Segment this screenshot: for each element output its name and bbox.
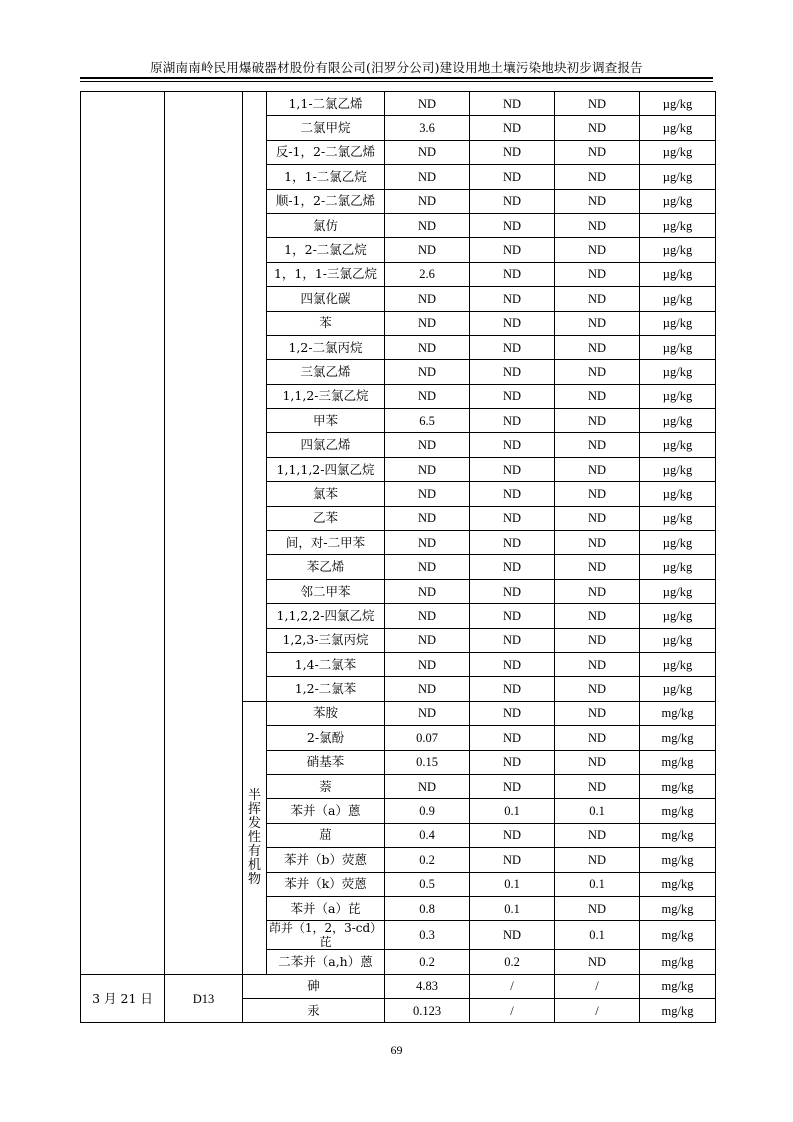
unit-cell: µg/kg — [640, 555, 716, 579]
analyte-name-cell: 四氯乙烯 — [267, 433, 385, 457]
unit-cell: µg/kg — [640, 652, 716, 676]
value-1-cell: ND — [385, 238, 470, 262]
value-2-cell: / — [470, 974, 555, 998]
table-row — [81, 974, 716, 998]
unit-cell: mg/kg — [640, 896, 716, 920]
value-1-cell: ND — [385, 555, 470, 579]
value-1-cell: ND — [385, 701, 470, 725]
value-3-cell: ND — [555, 750, 640, 774]
value-3-cell: ND — [555, 311, 640, 335]
unit-cell: mg/kg — [640, 701, 716, 725]
analyte-name-cell: 苯乙烯 — [267, 555, 385, 579]
value-3-cell: ND — [555, 116, 640, 140]
value-2-cell: ND — [470, 165, 555, 189]
value-3-cell: ND — [555, 701, 640, 725]
value-3-cell: 0.1 — [555, 799, 640, 823]
analyte-name-cell: 乙苯 — [267, 506, 385, 530]
value-1-cell: ND — [385, 311, 470, 335]
value-2-cell: ND — [470, 433, 555, 457]
group-label-char: 机 — [247, 857, 261, 873]
value-3-cell: ND — [555, 950, 640, 974]
analyte-name-cell: 反-1，2-二氯乙烯 — [267, 140, 385, 164]
value-2-cell: ND — [470, 823, 555, 847]
value-1-cell: 0.5 — [385, 872, 470, 896]
value-1-cell: ND — [385, 360, 470, 384]
analyte-name-cell: 1，2-二氯乙烷 — [267, 238, 385, 262]
analyte-name-cell: 1,4-二氯苯 — [267, 652, 385, 676]
value-3-cell: ND — [555, 896, 640, 920]
value-1-cell: 6.5 — [385, 409, 470, 433]
page-header: 原湖南南岭民用爆破器材股份有限公司(汨罗分公司)建设用地土壤污染地块初步调查报告 — [150, 60, 643, 75]
analyte-name-cell: 苯并（k）荧蒽 — [267, 872, 385, 896]
analyte-name-cell: 二苯并（a,h）蒽 — [267, 950, 385, 974]
value-3-cell: ND — [555, 360, 640, 384]
unit-cell: µg/kg — [640, 457, 716, 481]
value-1-cell: ND — [385, 189, 470, 213]
value-3-cell: ND — [555, 262, 640, 286]
value-3-cell: ND — [555, 482, 640, 506]
unit-cell: µg/kg — [640, 628, 716, 652]
unit-cell: µg/kg — [640, 482, 716, 506]
value-1-cell: ND — [385, 92, 470, 116]
analyte-name-cell: 三氯乙烯 — [267, 360, 385, 384]
value-1-cell: 0.15 — [385, 750, 470, 774]
analyte-name-cell: 1,2,3-三氯丙烷 — [267, 628, 385, 652]
unit-cell: µg/kg — [640, 165, 716, 189]
value-2-cell: 0.1 — [470, 872, 555, 896]
analyte-name-cell: 间，对-二甲苯 — [267, 531, 385, 555]
unit-cell: µg/kg — [640, 140, 716, 164]
value-2-cell: ND — [470, 921, 555, 950]
voc-group-cell — [243, 92, 267, 702]
results-table — [80, 91, 716, 1023]
value-1-cell: 0.8 — [385, 896, 470, 920]
analyte-name-cell: 硝基苯 — [267, 750, 385, 774]
analyte-name-cell: 甲苯 — [267, 409, 385, 433]
value-2-cell: ND — [470, 92, 555, 116]
value-3-cell: / — [555, 974, 640, 998]
value-2-cell: ND — [470, 311, 555, 335]
value-1-cell: 0.9 — [385, 799, 470, 823]
analyte-name-cell: 汞 — [243, 999, 385, 1023]
analyte-name-cell: 苯并（b）荧蒽 — [267, 848, 385, 872]
value-1-cell: 3.6 — [385, 116, 470, 140]
value-3-cell: 0.1 — [555, 921, 640, 950]
value-1-cell: ND — [385, 774, 470, 798]
value-3-cell: ND — [555, 433, 640, 457]
value-2-cell: ND — [470, 848, 555, 872]
unit-cell: mg/kg — [640, 774, 716, 798]
value-3-cell: ND — [555, 604, 640, 628]
analyte-name-cell: 邻二甲苯 — [267, 579, 385, 603]
analyte-name-cell: 四氯化碳 — [267, 287, 385, 311]
value-3-cell: ND — [555, 579, 640, 603]
value-3-cell: ND — [555, 531, 640, 555]
value-2-cell: ND — [470, 701, 555, 725]
group-label-char: 发 — [247, 815, 261, 831]
value-2-cell: ND — [470, 750, 555, 774]
value-1-cell: 0.3 — [385, 921, 470, 950]
unit-cell: µg/kg — [640, 506, 716, 530]
value-2-cell: ND — [470, 774, 555, 798]
value-2-cell: ND — [470, 628, 555, 652]
unit-cell: µg/kg — [640, 677, 716, 701]
date-cell: 3 月 21 日 — [81, 974, 165, 1023]
unit-cell: µg/kg — [640, 262, 716, 286]
analyte-name-cell: 氯苯 — [267, 482, 385, 506]
value-1-cell: ND — [385, 384, 470, 408]
value-3-cell: ND — [555, 92, 640, 116]
analyte-name-cell: 二氯甲烷 — [267, 116, 385, 140]
value-2-cell: / — [470, 999, 555, 1023]
header-rule-thin — [80, 81, 713, 82]
value-2-cell: ND — [470, 335, 555, 359]
header-rule-thick — [80, 77, 713, 79]
value-3-cell: ND — [555, 213, 640, 237]
value-1-cell: 0.07 — [385, 726, 470, 750]
analyte-name-cell: 顺-1，2-二氯乙烯 — [267, 189, 385, 213]
value-3-cell: ND — [555, 189, 640, 213]
sample-id-cell: D13 — [165, 974, 243, 1023]
page-number: 69 — [390, 1043, 403, 1057]
value-2-cell: ND — [470, 116, 555, 140]
value-2-cell: ND — [470, 140, 555, 164]
value-2-cell: ND — [470, 555, 555, 579]
value-3-cell: ND — [555, 774, 640, 798]
date-cell-continued — [81, 92, 165, 975]
analyte-name-cell: 苯 — [267, 311, 385, 335]
value-2-cell: ND — [470, 531, 555, 555]
analyte-name-cell: 1,2-二氯丙烷 — [267, 335, 385, 359]
value-2-cell: ND — [470, 262, 555, 286]
unit-cell: µg/kg — [640, 189, 716, 213]
unit-cell: mg/kg — [640, 848, 716, 872]
value-1-cell: ND — [385, 433, 470, 457]
group-label-char: 半 — [247, 787, 261, 803]
analyte-name-cell: 苯胺 — [267, 701, 385, 725]
unit-cell: mg/kg — [640, 921, 716, 950]
unit-cell: mg/kg — [640, 799, 716, 823]
unit-cell: µg/kg — [640, 433, 716, 457]
value-1-cell: ND — [385, 457, 470, 481]
value-3-cell: ND — [555, 384, 640, 408]
value-1-cell: 0.123 — [385, 999, 470, 1023]
value-3-cell: ND — [555, 726, 640, 750]
value-2-cell: ND — [470, 506, 555, 530]
value-3-cell: ND — [555, 165, 640, 189]
value-3-cell: ND — [555, 652, 640, 676]
results-table-body — [81, 92, 716, 1023]
analyte-name-cell: 茚并（1，2，3-cd）芘 — [267, 921, 385, 950]
unit-cell: µg/kg — [640, 311, 716, 335]
analyte-name-cell: 2-氯酚 — [267, 726, 385, 750]
value-3-cell: ND — [555, 506, 640, 530]
unit-cell: µg/kg — [640, 360, 716, 384]
value-1-cell: 0.2 — [385, 950, 470, 974]
value-3-cell: ND — [555, 677, 640, 701]
value-1-cell: ND — [385, 165, 470, 189]
value-3-cell: ND — [555, 457, 640, 481]
value-2-cell: ND — [470, 213, 555, 237]
value-2-cell: ND — [470, 482, 555, 506]
value-1-cell: 0.2 — [385, 848, 470, 872]
value-3-cell: ND — [555, 628, 640, 652]
analyte-name-cell: 苯并（a）蒽 — [267, 799, 385, 823]
group-label-char: 有 — [247, 843, 261, 859]
analyte-name-cell: 砷 — [243, 974, 385, 998]
unit-cell: µg/kg — [640, 116, 716, 140]
value-2-cell: ND — [470, 238, 555, 262]
unit-cell: µg/kg — [640, 604, 716, 628]
value-1-cell: ND — [385, 482, 470, 506]
group-label-char: 挥 — [247, 801, 261, 817]
analyte-name-cell: 䓛 — [267, 823, 385, 847]
value-2-cell: ND — [470, 384, 555, 408]
value-1-cell: ND — [385, 604, 470, 628]
value-2-cell: 0.1 — [470, 799, 555, 823]
value-2-cell: ND — [470, 726, 555, 750]
unit-cell: mg/kg — [640, 999, 716, 1023]
value-1-cell: ND — [385, 531, 470, 555]
analyte-name-cell: 萘 — [267, 774, 385, 798]
value-2-cell: 0.1 — [470, 896, 555, 920]
value-3-cell: ND — [555, 287, 640, 311]
unit-cell: mg/kg — [640, 823, 716, 847]
analyte-name-cell: 1,1-二氯乙烯 — [267, 92, 385, 116]
value-2-cell: ND — [470, 409, 555, 433]
value-2-cell: ND — [470, 457, 555, 481]
analyte-name-cell: 1,1,2-三氯乙烷 — [267, 384, 385, 408]
value-2-cell: ND — [470, 677, 555, 701]
value-2-cell: ND — [470, 652, 555, 676]
value-1-cell: ND — [385, 213, 470, 237]
value-1-cell: ND — [385, 287, 470, 311]
sample-cell-continued — [165, 92, 243, 975]
group-label-char: 性 — [247, 829, 261, 845]
value-2-cell: ND — [470, 189, 555, 213]
unit-cell: µg/kg — [640, 335, 716, 359]
unit-cell: µg/kg — [640, 579, 716, 603]
table-row — [81, 92, 716, 116]
value-1-cell: ND — [385, 652, 470, 676]
analyte-name-cell: 1，1，1-三氯乙烷 — [267, 262, 385, 286]
unit-cell: µg/kg — [640, 238, 716, 262]
analyte-name-cell: 氯仿 — [267, 213, 385, 237]
value-1-cell: 4.83 — [385, 974, 470, 998]
unit-cell: mg/kg — [640, 726, 716, 750]
value-3-cell: ND — [555, 238, 640, 262]
value-2-cell: ND — [470, 287, 555, 311]
unit-cell: mg/kg — [640, 750, 716, 774]
analyte-name-cell: 苯并（a）芘 — [267, 896, 385, 920]
unit-cell: µg/kg — [640, 287, 716, 311]
value-1-cell: 2.6 — [385, 262, 470, 286]
value-1-cell: ND — [385, 140, 470, 164]
value-2-cell: ND — [470, 604, 555, 628]
value-2-cell: ND — [470, 360, 555, 384]
analyte-name-cell: 1,1,2,2-四氯乙烷 — [267, 604, 385, 628]
value-3-cell: 0.1 — [555, 872, 640, 896]
analyte-name-cell: 1,2-二氯苯 — [267, 677, 385, 701]
unit-cell: µg/kg — [640, 531, 716, 555]
value-3-cell: / — [555, 999, 640, 1023]
unit-cell: mg/kg — [640, 974, 716, 998]
value-3-cell: ND — [555, 140, 640, 164]
group-label-char: 物 — [247, 871, 261, 887]
analyte-name-cell: 1，1-二氯乙烷 — [267, 165, 385, 189]
value-1-cell: ND — [385, 628, 470, 652]
value-1-cell: ND — [385, 579, 470, 603]
unit-cell: mg/kg — [640, 872, 716, 896]
unit-cell: µg/kg — [640, 92, 716, 116]
value-2-cell: 0.2 — [470, 950, 555, 974]
value-3-cell: ND — [555, 335, 640, 359]
value-3-cell: ND — [555, 409, 640, 433]
value-3-cell: ND — [555, 823, 640, 847]
value-1-cell: ND — [385, 335, 470, 359]
value-2-cell: ND — [470, 579, 555, 603]
value-1-cell: 0.4 — [385, 823, 470, 847]
svoc-group-cell — [243, 701, 267, 974]
value-3-cell: ND — [555, 848, 640, 872]
unit-cell: µg/kg — [640, 384, 716, 408]
value-1-cell: ND — [385, 506, 470, 530]
unit-cell: µg/kg — [640, 213, 716, 237]
unit-cell: mg/kg — [640, 950, 716, 974]
value-3-cell: ND — [555, 555, 640, 579]
value-1-cell: ND — [385, 677, 470, 701]
unit-cell: µg/kg — [640, 409, 716, 433]
analyte-name-cell: 1,1,1,2-四氯乙烷 — [267, 457, 385, 481]
